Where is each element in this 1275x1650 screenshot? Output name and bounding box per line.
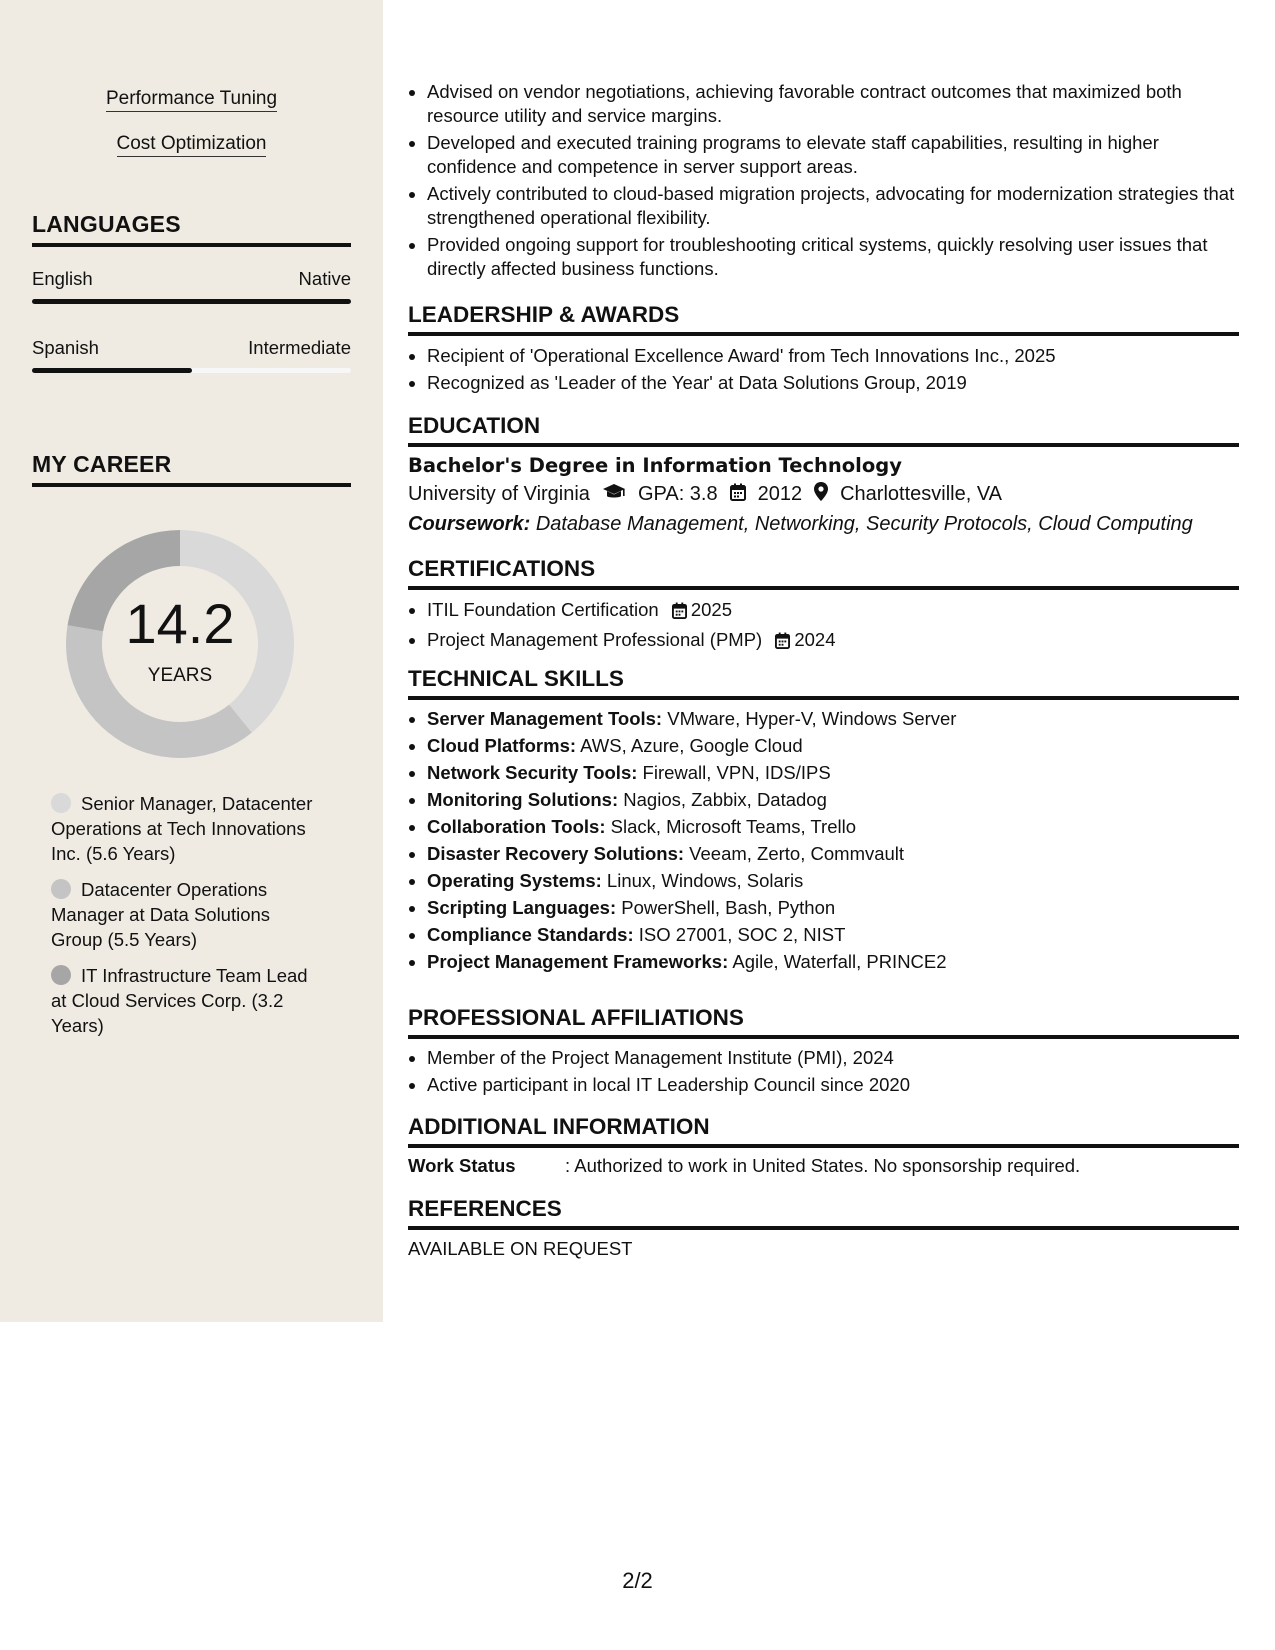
- language-bar: [32, 368, 351, 373]
- education-heading: EDUCATION: [408, 413, 1239, 447]
- language-level: Native: [298, 268, 351, 289]
- graduation-cap-icon: [602, 483, 626, 507]
- references-heading: REFERENCES: [408, 1196, 1239, 1230]
- list-item: • Project Management Frameworks: Agile, Waterfall, PRINCE2: [427, 950, 1240, 974]
- calendar-icon: [730, 483, 746, 507]
- references-text: AVAILABLE ON REQUEST: [408, 1238, 633, 1259]
- calendar-icon: [775, 631, 790, 655]
- location: Charlottesville, VA: [840, 483, 1003, 505]
- list-item: • Disaster Recovery Solutions: Veeam, Zerto, Commvault: [427, 842, 1240, 866]
- career-legend-item: Senior Manager, Datacenter Operations at Tech Innovations Inc. (5.6 Years): [51, 793, 313, 864]
- language-bar-fill: [32, 299, 351, 304]
- skill-tag: Performance Tuning: [0, 88, 383, 110]
- list-item: • Network Security Tools: Firewall, VPN, IDS/IPS: [427, 761, 1240, 785]
- list-item: • Actively contributed to cloud-based migration projects, advocating for modernization strategies that strengthened operational flexibility.: [427, 182, 1240, 230]
- work-status-row: [408, 1155, 1240, 1177]
- list-item: • Collaboration Tools: Slack, Microsoft Teams, Trello: [427, 815, 1240, 839]
- page-number: 2/2: [622, 1568, 653, 1593]
- language-level: Intermediate: [248, 337, 351, 358]
- education-entry: [408, 454, 1240, 536]
- language-bar: [32, 299, 351, 304]
- list-item: • Compliance Standards: ISO 27001, SOC 2, NIST: [427, 923, 1240, 947]
- school-name: University of Virginia: [408, 483, 590, 505]
- language-row: [32, 268, 351, 290]
- language-name: Spanish: [32, 337, 99, 358]
- coursework: [408, 513, 1240, 536]
- affiliations-heading: PROFESSIONAL AFFILIATIONS: [408, 1005, 1239, 1039]
- language-bar-fill: [32, 368, 192, 373]
- list-item: • Scripting Languages: PowerShell, Bash, Python: [427, 896, 1240, 920]
- career-heading: MY CAREER: [32, 451, 351, 487]
- legend-dot: [51, 879, 71, 899]
- career-total-unit: YEARS: [147, 665, 213, 686]
- certifications-list: [408, 598, 1240, 658]
- list-item: • Monitoring Solutions: Nagios, Zabbix, Datadog: [427, 788, 1240, 812]
- list-item: • Recipient of 'Operational Excellence Award' from Tech Innovations Inc., 2025: [427, 344, 1240, 368]
- coursework-label: Coursework:: [408, 513, 531, 535]
- coursework-value: Database Management, Networking, Security Protocols, Cloud Computing: [535, 513, 1193, 535]
- work-status-value: : Authorized to work in United States. No sponsorship required.: [565, 1155, 1081, 1176]
- list-item: • Member of the Project Management Institute (PMI), 2024: [427, 1046, 1240, 1070]
- graduation-year: 2012: [757, 483, 803, 505]
- calendar-icon: [672, 601, 687, 625]
- technical-skills-heading: TECHNICAL SKILLS: [408, 666, 1239, 700]
- list-item: • Active participant in local IT Leadership Council since 2020: [427, 1073, 1240, 1097]
- list-item: • Project Management Professional (PMP) 2024: [427, 628, 1240, 655]
- career-total-years: 14.2: [125, 592, 235, 655]
- list-item: • Server Management Tools: VMware, Hyper-V, Windows Server: [427, 707, 1240, 731]
- map-pin-icon: [814, 482, 828, 507]
- certifications-heading: CERTIFICATIONS: [408, 556, 1239, 590]
- skill-tag: Cost Optimization: [0, 133, 383, 155]
- career-legend-item: IT Infrastructure Team Lead at Cloud Services Corp. (3.2 Years): [51, 965, 308, 1036]
- legend-dot: [51, 965, 71, 985]
- work-status-label: Work Status: [408, 1155, 516, 1176]
- list-item: • Advised on vendor negotiations, achieving favorable contract outcomes that maximized both resource utility and service margins.: [427, 80, 1240, 128]
- gpa: GPA: 3.8: [637, 483, 718, 505]
- additional-info-heading: ADDITIONAL INFORMATION: [408, 1114, 1239, 1148]
- experience-bullets: [408, 80, 1240, 284]
- leadership-list: [408, 344, 1240, 398]
- education-meta: [408, 482, 1240, 507]
- language-row: [32, 337, 351, 359]
- sidebar: [0, 0, 383, 1322]
- language-name: English: [32, 268, 93, 289]
- list-item: • Recognized as 'Leader of the Year' at Data Solutions Group, 2019: [427, 371, 1240, 395]
- degree-title: Bachelor's Degree in Information Technology: [408, 454, 902, 477]
- list-item: • Developed and executed training programs to elevate staff capabilities, resulting in higher confidence and competence in server support areas.: [427, 131, 1240, 179]
- career-legend-item: Datacenter Operations Manager at Data Solutions Group (5.5 Years): [51, 879, 271, 950]
- languages-heading: LANGUAGES: [32, 211, 351, 247]
- technical-skills-list: [408, 707, 1240, 977]
- list-item: • Operating Systems: Linux, Windows, Solaris: [427, 869, 1240, 893]
- list-item: • Cloud Platforms: AWS, Azure, Google Cloud: [427, 734, 1240, 758]
- legend-dot: [51, 793, 71, 813]
- list-item: • Provided ongoing support for troubleshooting critical systems, quickly resolving user issues that directly affected business functions.: [427, 233, 1240, 281]
- list-item: • ITIL Foundation Certification 2025: [427, 598, 1240, 625]
- affiliations-list: [408, 1046, 1240, 1100]
- leadership-heading: LEADERSHIP & AWARDS: [408, 302, 1239, 336]
